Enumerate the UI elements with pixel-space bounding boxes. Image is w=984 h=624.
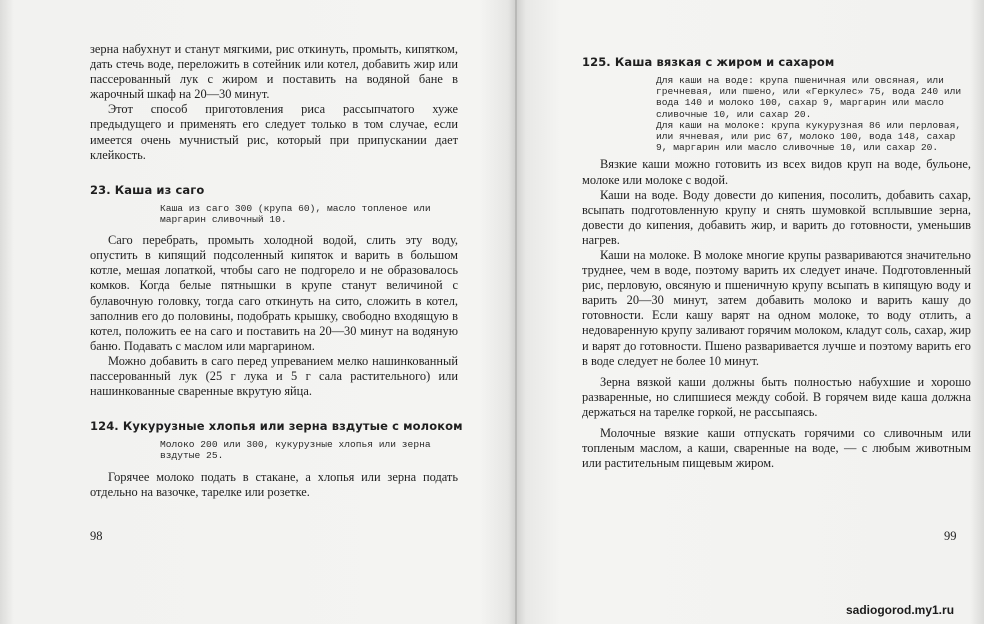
recipe-ingredients: Молоко 200 или 300, кукурузные хлопья или зерна вздутые 25. (160, 439, 431, 462)
recipe-heading: 125. Каша вязкая с жиром и сахаром (582, 55, 835, 69)
recipe-heading: 23. Каша из саго (90, 182, 205, 197)
paragraph: Вязкие каши можно готовить из всех видов круп на воде, бульоне, молоке или молоке с водой. (582, 157, 971, 187)
recipe-heading: 124. Кукурузные хлопья или зерна вздутые с молоком (90, 419, 463, 434)
paragraph: Зерна вязкой каши должны быть полностью набухшие и хорошо разваренные, но слипшиеся между собой. В горячем виде каша должна держаться на тарелке горкой, не рассыпаясь. (582, 374, 971, 419)
paragraph: Можно добавить в саго перед упреванием мелко нашинкованный пассерованный лук (25 г лука и 5 г сала растительного) или нашинкованные сваренные вкрутую яйца. (90, 353, 458, 399)
paragraph: Каши на молоке. В молоке многие крупы развариваются значительно труднее, чем в воде, поэтому варить их следует иначе. Подготовленный рис, перловую, овсяную и пшеничную крупу всыпать в кипящую воду и варить 20—30 минут, затем добавить молоко и варить кашу до готовности. Если кашу варят на одном молоке, то воду отлить, а недоваренную крупу заливают горячим молоком, кладут соль, сахар, жир и варят до готовности. Пшено разваривается лучше и поэтому варить его в воде следует не более 10 минут. (582, 247, 971, 368)
ingredients-milk: Для каши на молоке: крупа кукурузная 86 или перловая, или ячневая, или рис 67, молоко 100, вода 148, сахар 9, маргарин или масло сливочные 10, или сахар 20. (656, 119, 967, 154)
right-column (582, 55, 971, 471)
paragraph: Горячее молоко подать в стакане, а хлопья или зерна подать отдельно на вазочке, тарелке или розетке. (90, 469, 458, 499)
paragraph: Молочные вязкие каши отпускать горячими со сливочным или топленым маслом, а каши, сваренные на воде, — с любым животным или растительным пищевым жиром. (582, 426, 971, 471)
left-column (90, 42, 463, 500)
paragraph: Каши на воде. Воду довести до кипения, посолить, добавить сахар, всыпать подготовленную крупу и снять шумовкой всплывшие зерна, довести до кипения, добавить жир, и варить до готовности, уменьшив нагрев. (582, 187, 971, 247)
site-watermark: sadiogorod.my1.ru (846, 603, 955, 617)
page-number: 99 (944, 529, 957, 543)
right-page (517, 0, 984, 624)
recipe-ingredients (656, 75, 971, 153)
paragraph: Саго перебрать, промыть холодной водой, слить эту воду, опустить в кипящий подсоленный кипяток и варить в большом котле, мешая лопаткой, чтобы саго не подгорело и не образовалось комков. Когда белые пятнышки в крупе станут величиной с булавочную головку, тогда саго откинуть на сито, сложить в котел, заполнив его до половины, подобрать крышку, свободно входящую в котел, положить ее на саго и поставить на 20—30 минут на водяную баню. Подавать с маслом или маргарином. (90, 233, 458, 353)
ingredients-water: Для каши на воде: крупа пшеничная или овсяная, или гречневая, или пшено, или «Геркулес» 75, вода 240 или вода 140 и молоко 100, сахар 9, маргарин или масло сливочные 10, или сахар 20. (656, 75, 967, 120)
paragraph: Этот способ приготовления риса рассыпчатого хуже предыдущего и применять его следует только в том случае, если имеется очень мучнистый рис, который при припускании дает клейкость. (90, 102, 458, 162)
paragraph: зерна набухнут и станут мягкими, рис откинуть, промыть, кипятком, дать стечь воде, переложить в сотейник или котел, добавить жир или пассерованный лук с жиром и поставить на водяной бане в жарочный шкаф на 20—30 минут. (90, 42, 458, 102)
page-number: 98 (90, 529, 103, 543)
recipe-ingredients: Каша из саго 300 (крупа 60), масло топленое или маргарин сливочный 10. (160, 202, 431, 225)
